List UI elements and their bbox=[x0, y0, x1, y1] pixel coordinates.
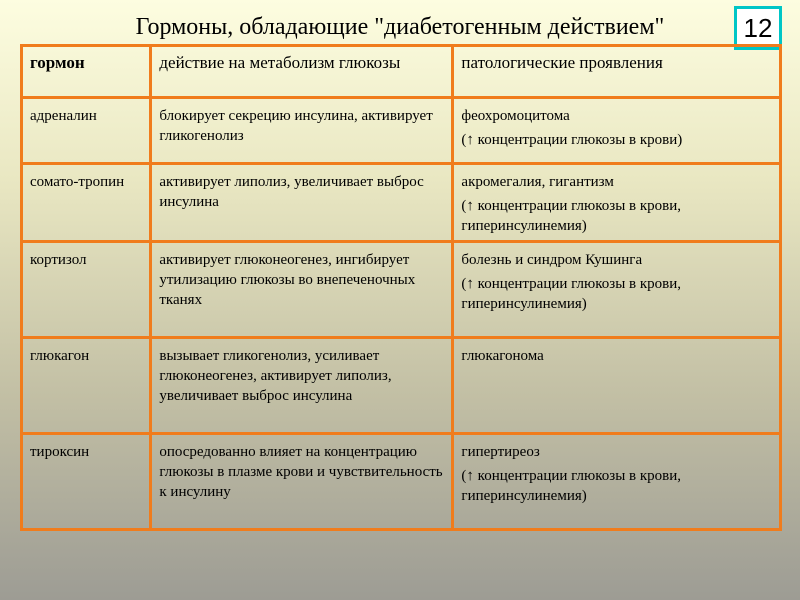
slide-number-badge: 12 bbox=[734, 6, 782, 50]
hormone-cell: кортизол bbox=[22, 242, 151, 338]
hormone-cell: сомато-тропин bbox=[22, 164, 151, 242]
header-action: действие на метаболизм глюкозы bbox=[151, 46, 453, 98]
manifestation-detail: (↑ концентрации глюкозы в крови) bbox=[461, 132, 683, 148]
table-row bbox=[22, 164, 781, 242]
action-cell: блокирует секрецию инсулина, активирует гликогенолиз bbox=[151, 98, 453, 164]
hormone-cell: тироксин bbox=[22, 434, 151, 530]
action-cell: опосредованно влияет на концентрацию глюкозы в плазме крови и чувствительность к инсулину bbox=[151, 434, 453, 530]
manifestation-disease: глюкагонома bbox=[461, 348, 544, 364]
action-cell: вызывает гликогенолиз, усиливает глюконеогенез, активирует липолиз, увеличивает выброс инсулина bbox=[151, 338, 453, 434]
table-row bbox=[22, 242, 781, 338]
action-cell: активирует глюконеогенез, ингибирует утилизацию глюкозы во внепеченочных тканях bbox=[151, 242, 453, 338]
manifestation-cell bbox=[453, 98, 781, 164]
header-hormone: гормон bbox=[22, 46, 151, 98]
table-header-row bbox=[22, 46, 781, 98]
slide-title: Гормоны, обладающие "диабетогенным действием" bbox=[135, 14, 665, 40]
manifestation-detail: (↑ концентрации глюкозы в крови, гиперинсулинемия) bbox=[461, 198, 682, 234]
table-row bbox=[22, 434, 781, 530]
manifestation-cell bbox=[453, 434, 781, 530]
manifestation-disease: болезнь и синдром Кушинга bbox=[461, 252, 643, 268]
hormones-table bbox=[20, 44, 782, 531]
hormone-cell: глюкагон bbox=[22, 338, 151, 434]
table-row bbox=[22, 98, 781, 164]
table-row bbox=[22, 338, 781, 434]
manifestation-cell bbox=[453, 338, 781, 434]
manifestation-disease: феохромоцитома bbox=[461, 108, 570, 124]
manifestation-detail: (↑ концентрации глюкозы в крови, гиперинсулинемия) bbox=[461, 468, 682, 504]
manifestation-cell bbox=[453, 242, 781, 338]
manifestation-disease: гипертиреоз bbox=[461, 444, 540, 460]
manifestation-disease: акромегалия, гигантизм bbox=[461, 174, 614, 190]
hormone-cell: адреналин bbox=[22, 98, 151, 164]
header-manifestations: патологические проявления bbox=[453, 46, 781, 98]
manifestation-detail: (↑ концентрации глюкозы в крови, гиперинсулинемия) bbox=[461, 276, 682, 312]
action-cell: активирует липолиз, увеличивает выброс инсулина bbox=[151, 164, 453, 242]
manifestation-cell bbox=[453, 164, 781, 242]
